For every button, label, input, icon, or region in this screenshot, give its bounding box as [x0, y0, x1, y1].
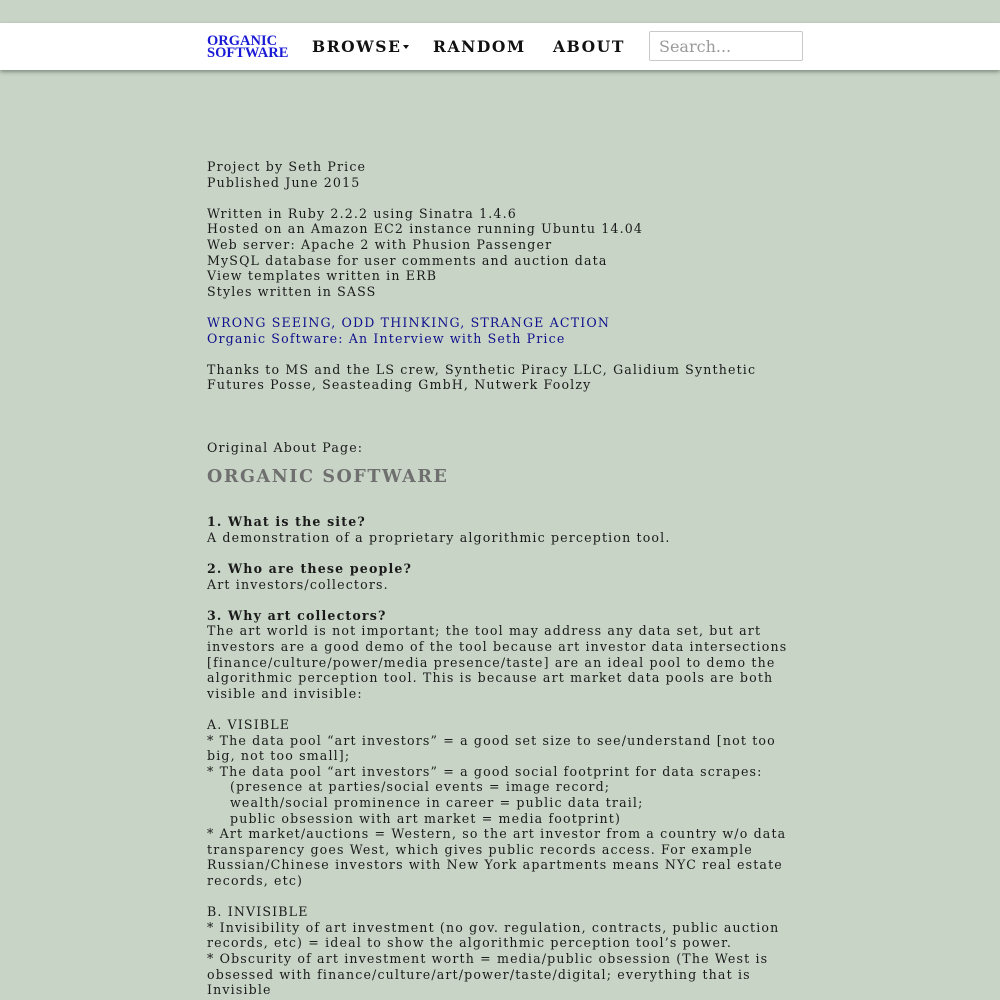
faq-question: 3. Why art collectors? — [207, 607, 387, 623]
published-date: Published June 2015 — [207, 174, 361, 190]
faq-answer: The art world is not important; the tool may address any data set, but art investors are a good demo of the tool because art investor data intersections [finance/culture/power/media presence/taste] are an ideal pool to demo the algorithmic perception tool. This is because art market data pools are both visible and invisible: — [207, 623, 788, 701]
logo-line-2: SOFTWARE — [207, 45, 289, 61]
faq-answer: Art investors/collectors. — [207, 576, 389, 592]
invisible-point: * Invisibility of art investment (no gov. regulation, contracts, public auction records, etc) = ideal to show the algorithmic perception tool’s power. — [207, 919, 780, 951]
tech-line: MySQL database for user comments and auction data — [207, 252, 608, 268]
faq-answer: A demonstration of a proprietary algorithmic perception tool. — [207, 529, 671, 545]
search-input[interactable] — [649, 31, 803, 61]
invisible-point: * Obscurity of art investment worth = media/public obsession (The West is obsessed with finance/culture/art/power/taste/digital; everything that is Invisible — [207, 950, 769, 998]
tech-line: View templates written in ERB — [207, 268, 438, 284]
nav-about-link[interactable]: ABOUT — [553, 37, 625, 56]
nav-browse-label: BROWSE — [312, 37, 402, 56]
tech-line: Written in Ruby 2.2.2 using Sinatra 1.4.6 — [207, 205, 517, 221]
section-title: ORGANIC SOFTWARE — [207, 467, 449, 488]
visible-subpoint: public obsession with art market = media footprint) — [230, 810, 622, 826]
visible-point: * The data pool “art investors” = a good social footprint for data scrapes: — [207, 763, 763, 779]
top-navbar — [0, 23, 1000, 70]
visible-subpoint: (presence at parties/social events = image record; — [230, 779, 611, 795]
nav-browse-dropdown[interactable] — [312, 38, 409, 56]
faq-question: 1. What is the site? — [207, 514, 366, 530]
site-logo[interactable] — [207, 35, 288, 59]
original-about-label: Original About Page: — [207, 439, 364, 455]
tech-line: Hosted on an Amazon EC2 instance running Ubuntu 14.04 — [207, 221, 644, 237]
tech-line: Web server: Apache 2 with Phusion Passenger — [207, 236, 553, 252]
faq-question: 2. Who are these people? — [207, 561, 413, 577]
caret-down-icon — [403, 45, 409, 49]
project-credit: Project by Seth Price — [207, 159, 367, 174]
visible-subpoint: wealth/social prominence in career = public data trail; — [230, 794, 644, 810]
nav-random-link[interactable]: RANDOM — [433, 37, 526, 56]
invisible-heading: B. INVISIBLE — [207, 904, 309, 920]
thanks-text: Thanks to MS and the LS crew, Synthetic Piracy LLC, Galidium Synthetic Futures Posse, Seasteading GmbH, Nutwerk Foolzy — [207, 361, 757, 393]
tech-line: Styles written in SASS — [207, 283, 377, 299]
visible-point: * The data pool “art investors” = a good set size to see/understand [not too big, not too small]; — [207, 732, 776, 764]
visible-point: * Art market/auctions = Western, so the art investor from a country w/o data transparency goes West, which gives public records access. For example Russian/Chinese investors with New York apartments means NYC real estate records, etc) — [207, 826, 787, 888]
logo-line-1: ORGANIC — [207, 33, 278, 49]
wrong-seeing-link[interactable]: WRONG SEEING, ODD THINKING, STRANGE ACTION — [207, 314, 611, 330]
interview-link[interactable]: Organic Software: An Interview with Seth Price — [207, 330, 566, 346]
visible-heading: A. VISIBLE — [207, 717, 291, 732]
about-content — [207, 159, 797, 998]
